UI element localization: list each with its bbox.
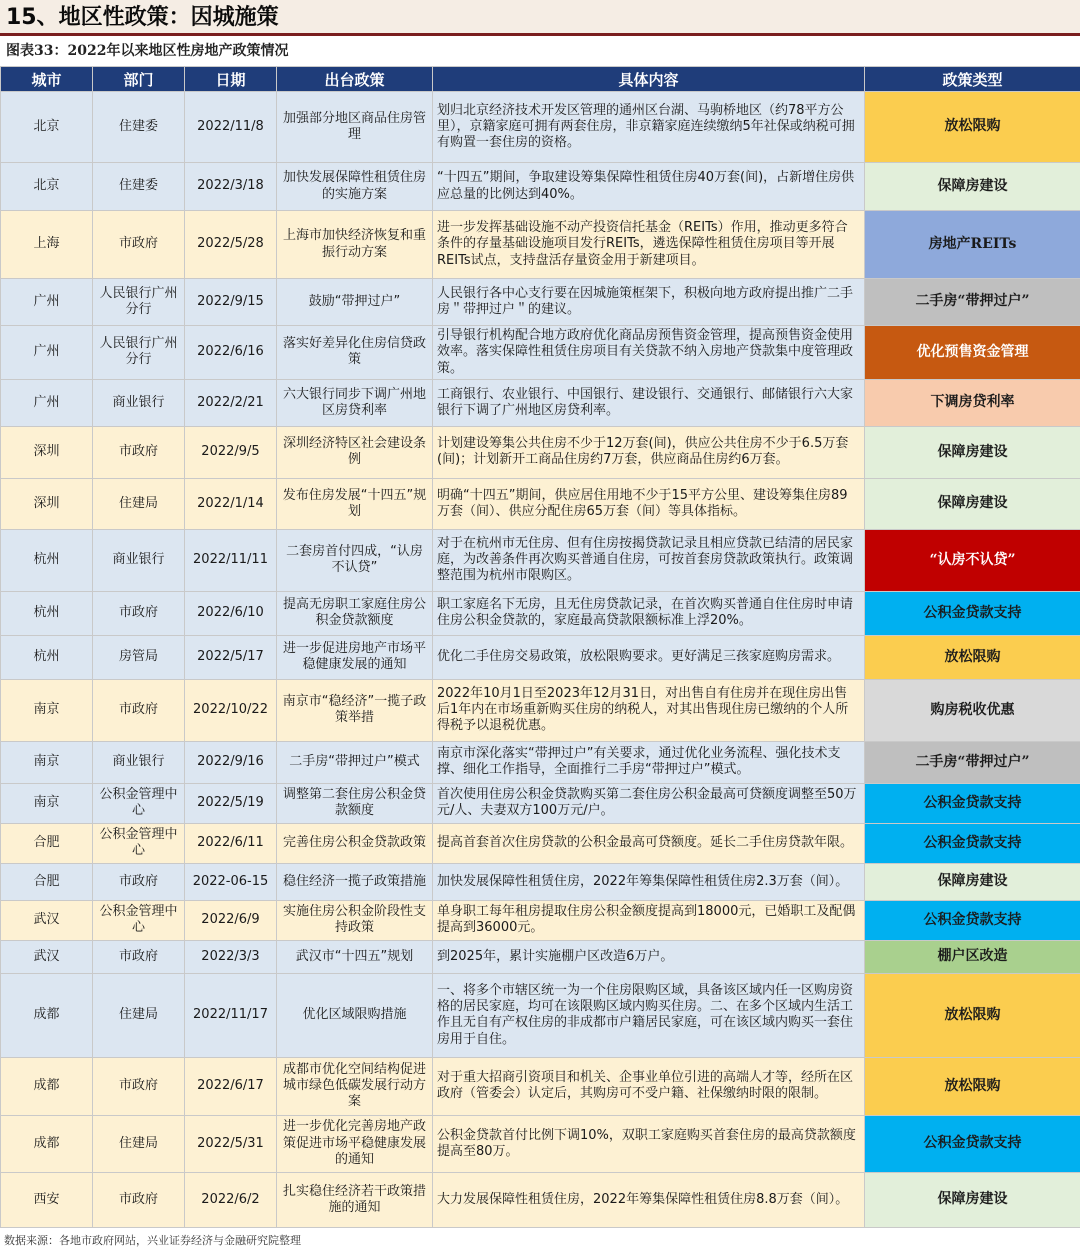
cell-policy: 武汉市“十四五”规划 — [277, 940, 433, 973]
cell-dept: 市政府 — [93, 211, 185, 279]
table-row — [1, 741, 1080, 783]
cell-date: 2022/6/10 — [185, 591, 277, 635]
cell-policy: 落实好差异化住房信贷政策 — [277, 326, 433, 380]
table-row — [1, 1172, 1080, 1227]
cell-date: 2022/11/8 — [185, 92, 277, 163]
cell-content: 计划建设筹集公共住房不少于12万套(间)，供应公共住房不少于6.5万套(间)；计划新开工商品住房约7万套，供应商品住房约6万套。 — [433, 426, 865, 478]
table-row — [1, 783, 1080, 823]
cell-city: 杭州 — [1, 635, 93, 679]
table-row — [1, 635, 1080, 679]
cell-type: 放松限购 — [865, 92, 1080, 163]
source-note: 数据来源：各地市政府网站，兴业证券经济与金融研究院整理 — [4, 1234, 301, 1247]
table-row — [1, 973, 1080, 1057]
cell-dept: 住建局 — [93, 478, 185, 529]
cell-type: 保障房建设 — [865, 426, 1080, 478]
cell-dept: 商业银行 — [93, 529, 185, 591]
table-row — [1, 591, 1080, 635]
table-row — [1, 92, 1080, 163]
cell-dept: 商业银行 — [93, 741, 185, 783]
table-row — [1, 940, 1080, 973]
header-dept: 部门 — [93, 67, 185, 92]
cell-type: 放松限购 — [865, 635, 1080, 679]
cell-policy: 稳住经济一揽子政策措施 — [277, 863, 433, 900]
cell-content: 划归北京经济技术开发区管理的通州区台湖、马驹桥地区（约78平方公里），京籍家庭可拥有两套住房，非京籍家庭连续缴纳5年社保或纳税可拥有购置一套住房的资格。 — [433, 92, 865, 163]
page-title: 15、地区性政策：因城施策 — [0, 0, 1080, 36]
cell-type: 二手房“带押过户” — [865, 741, 1080, 783]
cell-type: “认房不认贷” — [865, 529, 1080, 591]
cell-policy: 完善住房公积金贷款政策 — [277, 823, 433, 863]
cell-type: 下调房贷利率 — [865, 379, 1080, 426]
cell-dept: 市政府 — [93, 679, 185, 741]
cell-type: 保障房建设 — [865, 1172, 1080, 1227]
cell-content: 职工家庭名下无房，且无住房贷款记录，在首次购买普通自住住房时申请住房公积金贷款的，家庭最高贷款限额标准上浮20%。 — [433, 591, 865, 635]
table-row — [1, 1115, 1080, 1172]
cell-date: 2022/9/16 — [185, 741, 277, 783]
cell-policy: 加强部分地区商品住房管理 — [277, 92, 433, 163]
cell-content: 工商银行、农业银行、中国银行、建设银行、交通银行、邮储银行六大家银行下调了广州地区房贷利率。 — [433, 379, 865, 426]
cell-city: 深圳 — [1, 478, 93, 529]
cell-content: 首次使用住房公积金贷款购买第二套住房公积金最高可贷额度调整至50万元/人、夫妻双方100万元/户。 — [433, 783, 865, 823]
cell-date: 2022/1/14 — [185, 478, 277, 529]
cell-content: 加快发展保障性租赁住房，2022年筹集保障性租赁住房2.3万套（间）。 — [433, 863, 865, 900]
cell-content: 对于重大招商引资项目和机关、企事业单位引进的高端人才等，经所在区政府（管委会）认定后，其购房可不受户籍、社保缴纳时限的限制。 — [433, 1057, 865, 1115]
cell-city: 成都 — [1, 1115, 93, 1172]
cell-date: 2022/11/11 — [185, 529, 277, 591]
cell-city: 南京 — [1, 679, 93, 741]
cell-policy: 进一步优化完善房地产政策促进市场平稳健康发展的通知 — [277, 1115, 433, 1172]
cell-date: 2022/11/17 — [185, 973, 277, 1057]
cell-content: 优化二手住房交易政策，放松限购要求。更好满足三孩家庭购房需求。 — [433, 635, 865, 679]
cell-policy: 上海市加快经济恢复和重振行动方案 — [277, 211, 433, 279]
cell-type: 二手房“带押过户” — [865, 279, 1080, 326]
cell-city: 合肥 — [1, 863, 93, 900]
cell-dept: 商业银行 — [93, 379, 185, 426]
header-policy: 出台政策 — [277, 67, 433, 92]
cell-city: 南京 — [1, 783, 93, 823]
cell-content: 大力发展保障性租赁住房，2022年筹集保障性租赁住房8.8万套（间）。 — [433, 1172, 865, 1227]
cell-date: 2022/2/21 — [185, 379, 277, 426]
cell-date: 2022/6/16 — [185, 326, 277, 380]
cell-dept: 市政府 — [93, 1172, 185, 1227]
table-row — [1, 679, 1080, 741]
cell-policy: 二套房首付四成，“认房不认贷” — [277, 529, 433, 591]
cell-dept: 公积金管理中心 — [93, 900, 185, 940]
cell-policy: 进一步促进房地产市场平稳健康发展的通知 — [277, 635, 433, 679]
cell-content: 2022年10月1日至2023年12月31日，对出售自有住房并在现住房出售后1年内在市场重新购买住房的纳税人，对其出售现住房已缴纳的个人所得税予以退税优惠。 — [433, 679, 865, 741]
cell-date: 2022/9/5 — [185, 426, 277, 478]
cell-type: 公积金贷款支持 — [865, 1115, 1080, 1172]
cell-type: 保障房建设 — [865, 478, 1080, 529]
table-row — [1, 279, 1080, 326]
cell-dept: 人民银行广州分行 — [93, 279, 185, 326]
header-date: 日期 — [185, 67, 277, 92]
cell-dept: 房管局 — [93, 635, 185, 679]
cell-dept: 市政府 — [93, 940, 185, 973]
table-row — [1, 426, 1080, 478]
cell-type: 购房税收优惠 — [865, 679, 1080, 741]
figure-caption: 图表33：2022年以来地区性房地产政策情况 — [0, 36, 1080, 66]
cell-date: 2022/6/2 — [185, 1172, 277, 1227]
cell-date: 2022/3/18 — [185, 163, 277, 211]
table-row — [1, 900, 1080, 940]
cell-content: 一、将多个市辖区统一为一个住房限购区域，具备该区域内任一区购房资格的居民家庭，均可在该限购区域内购买住房。二、在多个区域内生活工作且无自有产权住房的非成都市户籍居民家庭，可在该区域内购买一套住房用于自住。 — [433, 973, 865, 1057]
cell-content: “十四五”期间，争取建设筹集保障性租赁住房40万套(间)，占新增住房供应总量的比例达到40%。 — [433, 163, 865, 211]
cell-city: 广州 — [1, 279, 93, 326]
cell-date: 2022/3/3 — [185, 940, 277, 973]
table-row — [1, 823, 1080, 863]
table-row — [1, 863, 1080, 900]
cell-policy: 实施住房公积金阶段性支持政策 — [277, 900, 433, 940]
cell-city: 上海 — [1, 211, 93, 279]
cell-type: 公积金贷款支持 — [865, 783, 1080, 823]
cell-type: 房地产REITs — [865, 211, 1080, 279]
table-row — [1, 326, 1080, 380]
cell-type: 保障房建设 — [865, 163, 1080, 211]
cell-type: 放松限购 — [865, 1057, 1080, 1115]
header-content: 具体内容 — [433, 67, 865, 92]
cell-content: 明确“十四五”期间，供应居住用地不少于15平方公里、建设筹集住房89万套（间）、供应分配住房65万套（间）等具体指标。 — [433, 478, 865, 529]
cell-policy: 调整第二套住房公积金贷款额度 — [277, 783, 433, 823]
cell-dept: 公积金管理中心 — [93, 823, 185, 863]
cell-date: 2022/5/19 — [185, 783, 277, 823]
cell-dept: 住建局 — [93, 1115, 185, 1172]
cell-date: 2022/6/9 — [185, 900, 277, 940]
header-city: 城市 — [1, 67, 93, 92]
cell-content: 单身职工每年租房提取住房公积金额度提高到18000元，已婚职工及配偶提高到36000元。 — [433, 900, 865, 940]
cell-content: 南京市深化落实“带押过户”有关要求，通过优化业务流程、强化技术支撑、细化工作指导，全面推行二手房“带押过户”模式。 — [433, 741, 865, 783]
cell-type: 优化预售资金管理 — [865, 326, 1080, 380]
cell-date: 2022/9/15 — [185, 279, 277, 326]
cell-policy: 提高无房职工家庭住房公积金贷款额度 — [277, 591, 433, 635]
cell-policy: 成都市优化空间结构促进城市绿色低碳发展行动方案 — [277, 1057, 433, 1115]
policy-table — [0, 66, 1080, 1228]
cell-city: 北京 — [1, 92, 93, 163]
cell-content: 提高首套首次住房贷款的公积金最高可贷额度。延长二手住房贷款年限。 — [433, 823, 865, 863]
cell-date: 2022/5/28 — [185, 211, 277, 279]
cell-type: 棚户区改造 — [865, 940, 1080, 973]
cell-date: 2022/5/31 — [185, 1115, 277, 1172]
cell-city: 广州 — [1, 326, 93, 380]
cell-policy: 加快发展保障性租赁住房的实施方案 — [277, 163, 433, 211]
cell-policy: 优化区域限购措施 — [277, 973, 433, 1057]
cell-dept: 市政府 — [93, 863, 185, 900]
table-row — [1, 478, 1080, 529]
cell-type: 放松限购 — [865, 973, 1080, 1057]
cell-type: 公积金贷款支持 — [865, 900, 1080, 940]
table-row — [1, 163, 1080, 211]
cell-dept: 住建局 — [93, 973, 185, 1057]
cell-city: 武汉 — [1, 940, 93, 973]
cell-content: 人民银行各中心支行要在因城施策框架下，积极向地方政府提出推广二手房＂带押过户＂的建议。 — [433, 279, 865, 326]
cell-city: 成都 — [1, 1057, 93, 1115]
cell-content: 引导银行机构配合地方政府优化商品房预售资金管理，提高预售资金使用效率。落实保障性租赁住房项目有关贷款不纳入房地产贷款集中度管理政策。 — [433, 326, 865, 380]
cell-content: 公积金贷款首付比例下调10%，双职工家庭购买首套住房的最高贷款额度提高至80万。 — [433, 1115, 865, 1172]
cell-policy: 发布住房发展“十四五”规划 — [277, 478, 433, 529]
cell-city: 杭州 — [1, 591, 93, 635]
cell-dept: 人民银行广州分行 — [93, 326, 185, 380]
cell-dept: 公积金管理中心 — [93, 783, 185, 823]
cell-city: 深圳 — [1, 426, 93, 478]
table-header-row — [1, 67, 1080, 92]
cell-city: 武汉 — [1, 900, 93, 940]
cell-city: 南京 — [1, 741, 93, 783]
cell-policy: 二手房“带押过户”模式 — [277, 741, 433, 783]
cell-city: 西安 — [1, 1172, 93, 1227]
table-row — [1, 529, 1080, 591]
cell-city: 北京 — [1, 163, 93, 211]
cell-content: 到2025年，累计实施棚户区改造6万户。 — [433, 940, 865, 973]
table-row — [1, 1057, 1080, 1115]
cell-policy: 六大银行同步下调广州地区房贷利率 — [277, 379, 433, 426]
cell-city: 成都 — [1, 973, 93, 1057]
cell-date: 2022/6/17 — [185, 1057, 277, 1115]
cell-date: 2022/5/17 — [185, 635, 277, 679]
cell-dept: 住建委 — [93, 163, 185, 211]
cell-city: 广州 — [1, 379, 93, 426]
cell-type: 公积金贷款支持 — [865, 591, 1080, 635]
cell-date: 2022/10/22 — [185, 679, 277, 741]
cell-policy: 南京市“稳经济”一揽子政策举措 — [277, 679, 433, 741]
cell-city: 合肥 — [1, 823, 93, 863]
cell-type: 保障房建设 — [865, 863, 1080, 900]
cell-dept: 市政府 — [93, 426, 185, 478]
cell-policy: 扎实稳住经济若干政策措施的通知 — [277, 1172, 433, 1227]
table-row — [1, 379, 1080, 426]
cell-dept: 市政府 — [93, 1057, 185, 1115]
cell-dept: 住建委 — [93, 92, 185, 163]
cell-date: 2022/6/11 — [185, 823, 277, 863]
cell-city: 杭州 — [1, 529, 93, 591]
cell-policy: 深圳经济特区社会建设条例 — [277, 426, 433, 478]
header-type: 政策类型 — [865, 67, 1080, 92]
cell-content: 进一步发挥基础设施不动产投资信托基金（REITs）作用，推动更多符合条件的存量基础设施项目发行REITs，遴选保障性租赁住房项目等开展REITs试点，支持盘活存量资金用于新建项目。 — [433, 211, 865, 279]
cell-type: 公积金贷款支持 — [865, 823, 1080, 863]
table-body — [1, 92, 1080, 1228]
cell-policy: 鼓励“带押过户” — [277, 279, 433, 326]
cell-content: 对于在杭州市无住房、但有住房按揭贷款记录且相应贷款已结清的居民家庭，为改善条件再次购买普通自住房，可按首套房贷款政策执行。政策调整范围为杭州市限购区。 — [433, 529, 865, 591]
table-row — [1, 211, 1080, 279]
cell-date: 2022-06-15 — [185, 863, 277, 900]
cell-dept: 市政府 — [93, 591, 185, 635]
